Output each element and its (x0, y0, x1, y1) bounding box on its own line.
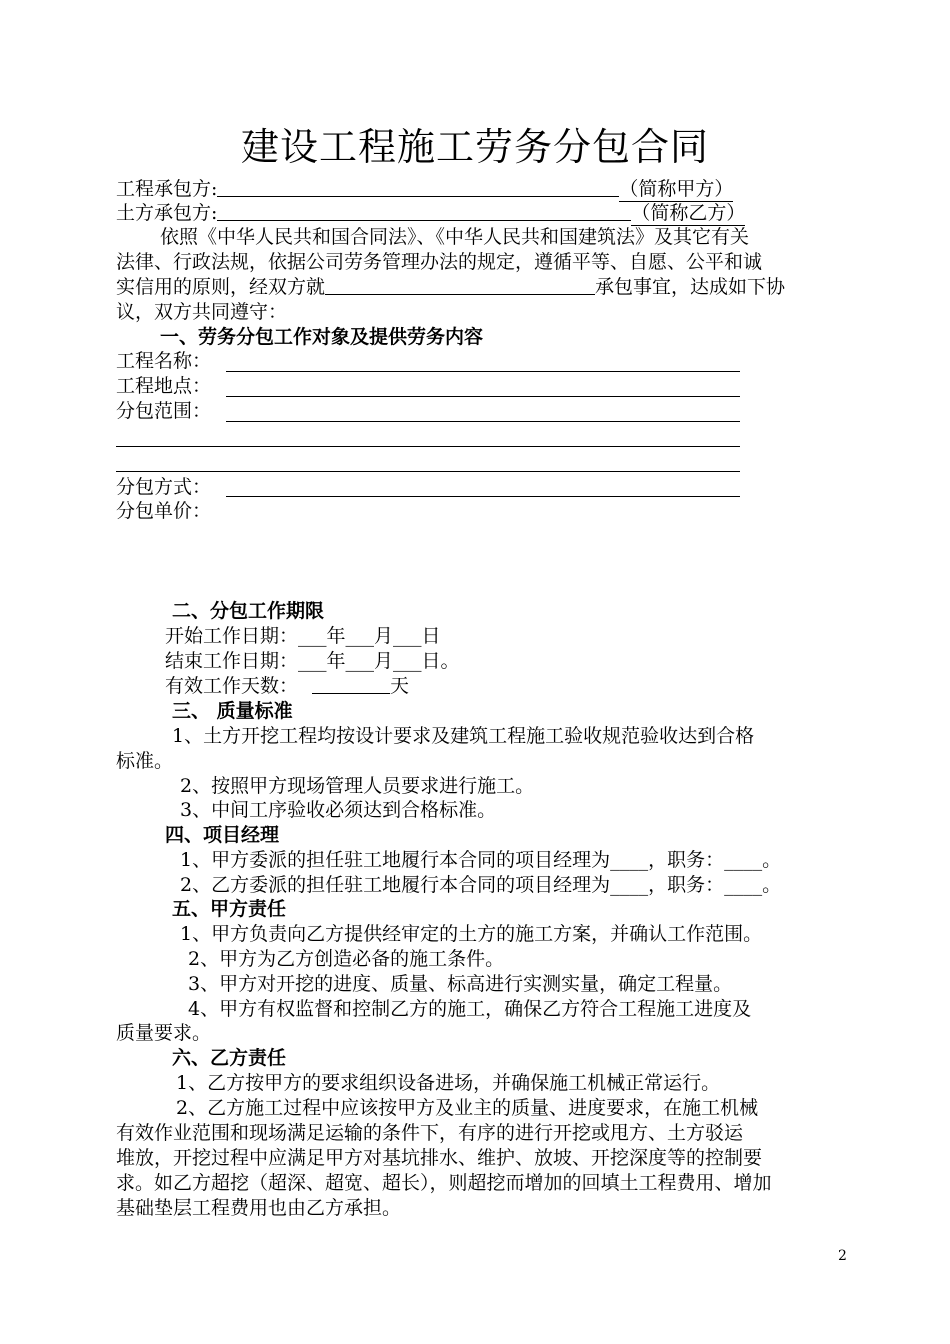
project-site-blank (226, 396, 740, 397)
scope-blank (226, 421, 740, 422)
party-b-duty-2c: 堆放，开挖过程中应满足甲方对基坑排水、维护、放坡、开挖深度等的控制要 (116, 1147, 763, 1169)
section-4-heading: 四、项目经理 (165, 824, 280, 846)
section-5-heading: 五、甲方责任 (172, 898, 287, 920)
party-a-suffix: （简称甲方） (619, 178, 734, 200)
working-days-label: 有效工作天数： (165, 675, 299, 697)
project-name-label: 工程名称： (116, 350, 212, 372)
party-a-label: 工程承包方: (116, 178, 218, 200)
section-1-heading: 一、劳务分包工作对象及提供劳务内容 (160, 326, 484, 348)
party-a-duty-1: 1、甲方负责向乙方提供经审定的土方的施工方案，并确认工作范围。 (180, 923, 763, 945)
contract-subject-blank (325, 276, 595, 295)
quality-item-3: 3、中间工序验收必须达到合格标准。 (180, 799, 497, 821)
party-a-line (116, 177, 733, 202)
section-3-heading: 三、 质量标准 (172, 700, 293, 722)
party-a-blank (217, 178, 619, 197)
party-a-duty-2: 2、甲方为乙方创造必备的施工条件。 (188, 948, 505, 970)
manager-item-1: 1、甲方委派的担任驻工地履行本合同的项目经理为____，职务：____。 (180, 849, 782, 871)
party-b-duty-2b: 有效作业范围和现场满足运输的条件下，有序的进行开挖或甩方、土方驳运 (116, 1122, 744, 1144)
party-b-line (116, 201, 745, 226)
party-a-duty-4b: 质量要求。 (116, 1022, 212, 1044)
quality-item-1b: 标准。 (116, 750, 174, 772)
section-2-heading: 二、分包工作期限 (172, 600, 325, 622)
party-a-duty-4a: 4、甲方有权监督和控制乙方的施工，确保乙方符合工程施工进度及 (188, 998, 752, 1020)
intro-line-3 (116, 275, 785, 299)
intro-line-4: 议，双方共同遵守： (116, 301, 288, 323)
working-days-blank (312, 675, 390, 694)
quality-item-1a: 1、土方开挖工程均按设计要求及建筑工程施工验收规范验收达到合格 (172, 725, 755, 747)
quality-item-2: 2、按照甲方现场管理人员要求进行施工。 (180, 775, 535, 797)
party-b-suffix: （简称乙方） (631, 202, 746, 224)
intro-line-2: 法律、行政法规，依据公司劳务管理办法的规定，遵循平等、自愿、公平和诚 (116, 251, 763, 273)
intro-line-3b: 承包事宜，达成如下协 (595, 276, 786, 298)
method-label: 分包方式： (116, 476, 212, 498)
section-6-heading: 六、乙方责任 (172, 1047, 287, 1069)
intro-line-1: 依照《中华人民共和国合同法》、《中华人民共和国建筑法》及其它有关 (160, 226, 750, 248)
project-name-blank (226, 371, 740, 372)
end-date: 结束工作日期：___年___月___日。 (165, 650, 460, 672)
scope-label: 分包范围： (116, 400, 212, 422)
method-blank (226, 496, 740, 497)
unit-price-label: 分包单价： (116, 500, 212, 522)
party-b-label: 土方承包方: (116, 202, 218, 224)
working-days-unit: 天 (390, 675, 410, 697)
manager-item-2: 2、乙方委派的担任驻工地履行本合同的项目经理为____，职务：____。 (180, 874, 782, 896)
start-date: 开始工作日期：___年___月___日 (165, 625, 441, 647)
intro-line-3a: 实信用的原则，经双方就 (116, 276, 326, 298)
party-a-duty-3: 3、甲方对开挖的进度、质量、标高进行实测实量，确定工程量。 (188, 973, 733, 995)
page-number: 2 (838, 1248, 847, 1264)
party-b-duty-2a: 2、乙方施工过程中应该按甲方及业主的质量、进度要求，在施工机械 (176, 1097, 759, 1119)
party-b-blank (217, 202, 631, 221)
party-b-duty-2e: 基础垫层工程费用也由乙方承担。 (116, 1197, 402, 1219)
scope-blank-3 (116, 471, 740, 472)
party-b-duty-2d: 求。如乙方超挖（超深、超宽、超长），则超挖而增加的回填土工程费用、增加 (116, 1172, 772, 1194)
working-days-line (165, 674, 409, 698)
project-site-label: 工程地点： (116, 375, 212, 397)
document-title: 建设工程施工劳务分包合同 (240, 125, 709, 169)
scope-blank-2 (116, 446, 740, 447)
party-b-duty-1: 1、乙方按甲方的要求组织设备进场，并确保施工机械正常运行。 (176, 1072, 721, 1094)
